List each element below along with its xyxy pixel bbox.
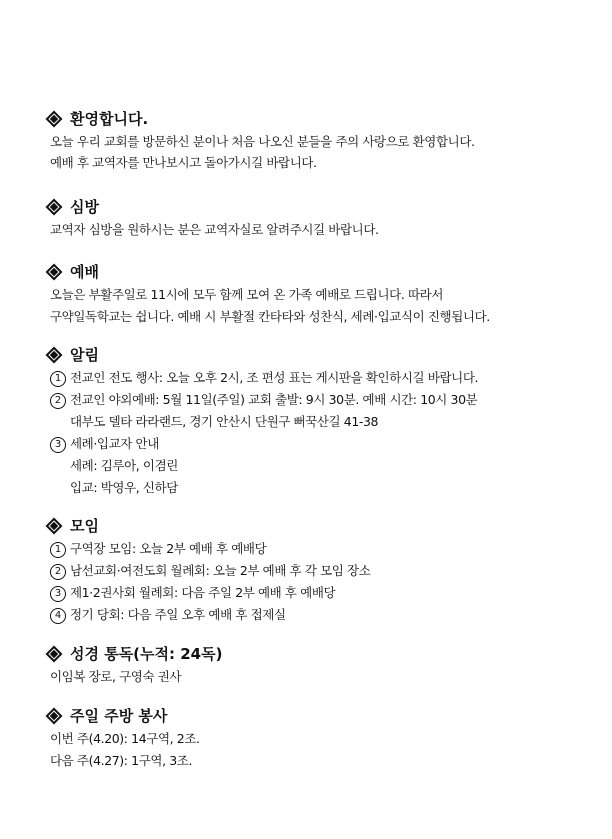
circled-number-1: 1 xyxy=(50,542,66,558)
diamond-bullet-icon xyxy=(47,516,61,536)
meeting-item-text: 남선교회·여전도회 월례회: 오늘 2부 예배 후 각 모임 장소 xyxy=(70,563,371,578)
notice-baptism-list: 세례: 김루아, 이겸린 xyxy=(70,458,178,473)
notice-item-3 xyxy=(50,434,159,454)
meeting-item-text: 정기 당회: 다음 주일 오후 예배 후 접제실 xyxy=(70,607,286,622)
notice-item-1 xyxy=(50,368,478,388)
meeting-heading xyxy=(47,516,99,536)
meeting-title: 모임 xyxy=(70,517,99,535)
circled-number-3: 3 xyxy=(50,586,66,602)
bible-reading-line-1: 이임복 장로, 구영숙 권사 xyxy=(50,669,182,684)
notice-item-2 xyxy=(50,390,477,410)
circled-number-2: 2 xyxy=(50,393,66,409)
notice-confirmation-list: 입교: 박영우, 신하담 xyxy=(70,480,178,495)
diamond-bullet-icon xyxy=(47,644,61,664)
notice-item-text: 전교인 야외예배: 5월 11일(주일) 교회 출발: 9시 30분. 예배 시간: 10시 30분 xyxy=(70,392,478,407)
meeting-item-3 xyxy=(50,583,335,603)
bible-reading-title: 성경 통독(누적: 24독) xyxy=(70,645,223,663)
worship-heading xyxy=(47,262,99,282)
bible-reading-heading xyxy=(47,644,222,664)
meeting-item-text: 제1·2권사회 월례회: 다음 주일 2부 예배 후 예배당 xyxy=(70,585,336,600)
meeting-item-text: 구역장 모임: 오늘 2부 예배 후 예배당 xyxy=(70,541,267,556)
welcome-heading xyxy=(47,109,148,129)
diamond-bullet-icon xyxy=(47,706,61,726)
circled-number-4: 4 xyxy=(50,608,66,624)
circled-number-3: 3 xyxy=(50,437,66,453)
worship-line-2: 구약일독학교는 쉽니다. 예배 시 부활절 칸타타와 성찬식, 세례·입교식이 진행됩니다. xyxy=(50,309,490,324)
notice-item-2-continued: 대부도 델타 라라랜드, 경기 안산시 단원구 뻐꾹산길 41-38 xyxy=(70,414,379,429)
notice-title: 알림 xyxy=(70,346,99,364)
kitchen-service-line-1: 이번 주(4.20): 14구역, 2조. xyxy=(50,731,200,746)
worship-title: 예배 xyxy=(70,263,99,281)
circled-number-2: 2 xyxy=(50,564,66,580)
diamond-bullet-icon xyxy=(47,197,61,217)
notice-heading xyxy=(47,345,99,365)
diamond-bullet-icon xyxy=(47,345,61,365)
circled-number-1: 1 xyxy=(50,371,66,387)
diamond-bullet-icon xyxy=(47,262,61,282)
notice-item-text: 세례·입교자 안내 xyxy=(70,436,159,451)
meeting-item-2 xyxy=(50,561,370,581)
kitchen-service-line-2: 다음 주(4.27): 1구역, 3조. xyxy=(50,753,193,768)
kitchen-service-title: 주일 주방 봉사 xyxy=(70,707,168,725)
meeting-item-4 xyxy=(50,605,286,625)
visit-heading xyxy=(47,197,99,217)
welcome-line-2: 예배 후 교역자를 만나보시고 돌아가시길 바랍니다. xyxy=(50,155,317,170)
welcome-title: 환영합니다. xyxy=(70,110,149,128)
visit-title: 심방 xyxy=(70,198,99,216)
welcome-line-1: 오늘 우리 교회를 방문하신 분이나 처음 나오신 분들을 주의 사랑으로 환영합니다. xyxy=(50,134,475,149)
meeting-item-1 xyxy=(50,539,266,559)
visit-line-1: 교역자 심방을 원하시는 분은 교역자실로 알려주시길 바랍니다. xyxy=(50,222,379,237)
diamond-bullet-icon xyxy=(47,109,61,129)
notice-item-text: 전교인 전도 행사: 오늘 오후 2시, 조 편성 표는 게시판을 확인하시길 바랍니다. xyxy=(70,370,479,385)
worship-line-1: 오늘은 부활주일로 11시에 모두 함께 모여 온 가족 예배로 드립니다. 따라서 xyxy=(50,287,443,302)
kitchen-service-heading xyxy=(47,706,167,726)
